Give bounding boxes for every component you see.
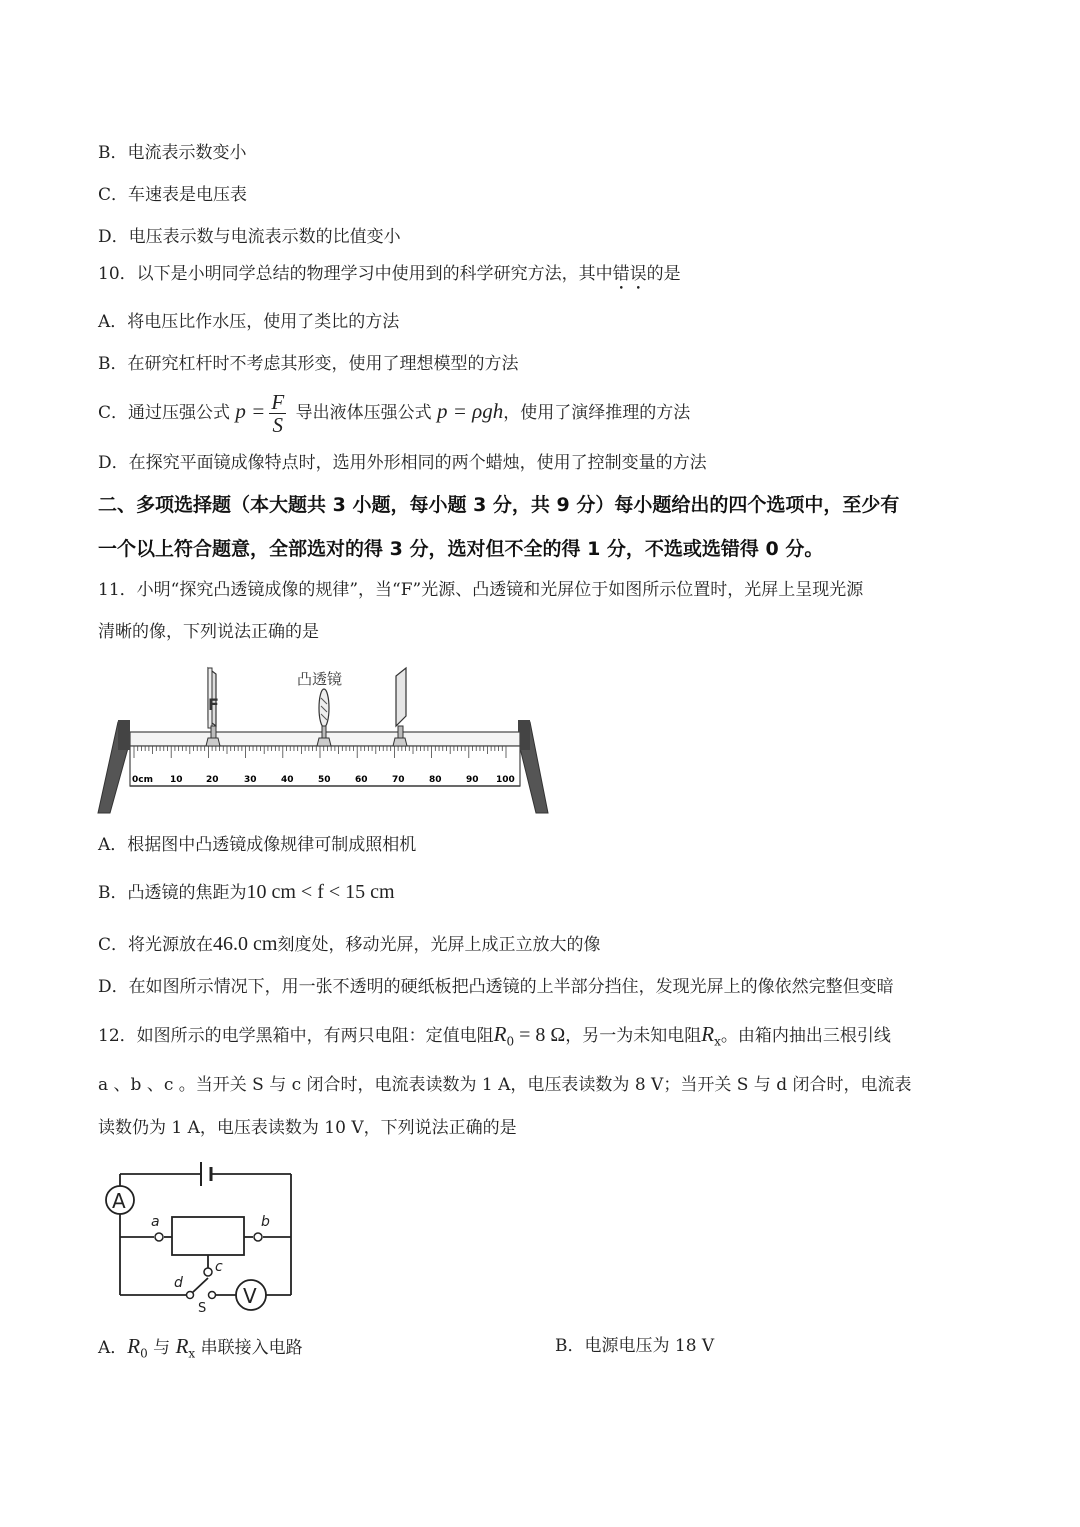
q9-option-b: B．电流表示数变小 <box>98 143 247 163</box>
q12-stem-line1: 12．如图所示的电学黑箱中，有两只电阻：定值电阻$R_0 = 8$ Ω，另一为未知电阻$R_x$。由箱内抽出三根引线 <box>98 1022 891 1049</box>
terminal-b-label: b <box>261 1214 270 1230</box>
scale-label-60: 60 <box>355 775 368 785</box>
section2-heading-line2: 一个以上符合题意，全部选对的得 3 分，选对但不全的得 1 分，不选或选错得 0 分。 <box>98 538 824 560</box>
q9-option-d: D．电压表示数与电流表示数的比值变小 <box>98 227 401 247</box>
scale-label-40: 40 <box>281 775 294 785</box>
q11-option-d: D．在如图所示情况下，用一张不透明的硬纸板把凸透镜的上半部分挡住，发现光屏上的像依然完整但变暗 <box>98 977 894 997</box>
scale-label-50: 50 <box>318 775 331 785</box>
ammeter-label: A <box>112 1189 126 1213</box>
terminal-c-label: c <box>215 1259 223 1275</box>
terminal-a-label: a <box>151 1214 160 1230</box>
q10-emphasis: 错误 <box>612 264 647 284</box>
q10-option-d: D．在探究平面镜成像特点时，选用外形相同的两个蜡烛，使用了控制变量的方法 <box>98 453 707 473</box>
q11-option-a: A．根据图中凸透镜成像规律可制成照相机 <box>98 835 417 855</box>
scale-label-20: 20 <box>206 775 219 785</box>
q11-stem-line2: 清晰的像，下列说法正确的是 <box>98 622 319 642</box>
voltmeter-label: V <box>243 1284 257 1308</box>
pressure-formula-fraction: $\frac{F}{S}$ <box>271 390 285 437</box>
section2-heading-line1: 二、多项选择题（本大题共 3 小题，每小题 3 分，共 9 分）每小题给出的四个选项中，至少有 <box>98 494 900 516</box>
q12-stem-line3: 读数仍为 1 A，电压表读数为 10 V，下列说法正确的是 <box>98 1118 517 1138</box>
pressure-formula-lhs: p = <box>235 399 266 423</box>
q12-stem-line2: a 、b 、c 。当开关 S 与 c 闭合时，电流表读数为 1 A，电压表读数为 8 V；当开关 S 与 d 闭合时，电流表 <box>98 1075 912 1095</box>
scale-label-70: 70 <box>392 775 405 785</box>
q10-option-c: C．通过压强公式 p = $\frac{F}{S}$ 导出液体压强公式 p = ρgh，使用了演绎推理的方法 <box>98 390 691 437</box>
q12-option-b: B．电源电压为 18 V <box>555 1336 715 1356</box>
black-box-circuit-figure <box>98 1152 304 1320</box>
q11-option-b: B．凸透镜的焦距为10 cm < f < 15 cm <box>98 881 395 903</box>
q9-option-c: C．车速表是电压表 <box>98 185 248 205</box>
scale-label-30: 30 <box>244 775 257 785</box>
q12-option-a: A．$R_0$ 与 $R_x$ 串联接入电路 <box>98 1334 303 1361</box>
terminal-d-label: d <box>174 1275 183 1291</box>
q10-option-a: A．将电压比作水压，使用了类比的方法 <box>98 312 400 332</box>
light-source-letter: F <box>208 695 219 714</box>
scale-label-10: 10 <box>170 775 183 785</box>
q10-option-b: B．在研究杠杆时不考虑其形变，使用了理想模型的方法 <box>98 354 519 374</box>
q11-stem-line1: 11．小明“探究凸透镜成像的规律”，当“F”光源、凸透镜和光屏位于如图所示位置时，光屏上呈现光源 <box>98 580 864 600</box>
scale-label-80: 80 <box>429 775 442 785</box>
switch-label: S <box>198 1301 207 1316</box>
scale-label-100: 100 <box>496 775 515 785</box>
scale-label-90: 90 <box>466 775 479 785</box>
optical-bench-figure <box>96 660 556 818</box>
convex-lens-label: 凸透镜 <box>297 670 343 688</box>
scale-label-0: 0cm <box>132 775 153 785</box>
q10-stem: 10．以下是小明同学总结的物理学习中使用到的科学研究方法，其中错误的是 <box>98 264 681 284</box>
focal-length-range: 10 cm < f < 15 cm <box>246 881 395 903</box>
liquid-pressure-formula: p = ρgh <box>436 399 504 423</box>
q11-option-c: C．将光源放在46.0 cm刻度处，移动光屏，光屏上成正立放大的像 <box>98 933 601 955</box>
source-position-value: 46.0 cm <box>213 933 278 955</box>
